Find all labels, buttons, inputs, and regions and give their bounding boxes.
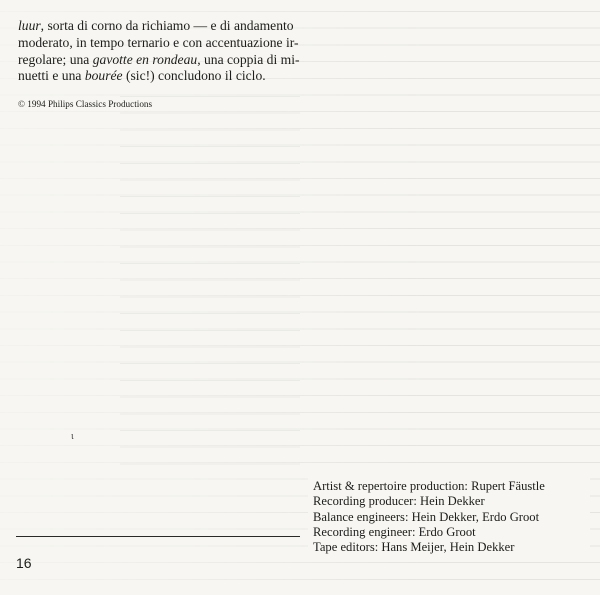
print-speck: ɩ bbox=[71, 431, 74, 442]
copyright-notice: © 1994 Philips Classics Productions bbox=[18, 99, 153, 109]
body-text bbox=[18, 18, 300, 85]
italic-term-gavotte: gavotte en rondeau bbox=[92, 51, 198, 67]
text-line-4-b: (sic!) concludono il ciclo. bbox=[122, 68, 266, 84]
text-line-2: moderato, in tempo ternario e con accentuazione ir- bbox=[18, 34, 299, 50]
credit-line-recording-producer: Recording producer: Hein Dekker bbox=[313, 494, 485, 509]
italic-term-bouree: bourée bbox=[84, 68, 123, 84]
page-number: 16 bbox=[16, 555, 32, 571]
credit-line-recording-engineer: Recording engineer: Erdo Groot bbox=[313, 524, 476, 539]
reverse-page-bleed-texture-left bbox=[120, 85, 300, 465]
bottom-rule-divider bbox=[16, 536, 300, 537]
text-line-1-rest: , sorta di corno da richiamo — e di andamento bbox=[40, 18, 294, 33]
production-credits bbox=[313, 479, 545, 555]
text-line-1 bbox=[18, 18, 300, 35]
credit-line-balance-engineers: Balance engineers: Hein Dekker, Erdo Groot bbox=[313, 509, 540, 524]
text-line-3-b: , una coppia di mi- bbox=[197, 51, 300, 67]
text-line-4 bbox=[18, 68, 300, 85]
italic-term-luur: luur bbox=[18, 18, 41, 33]
text-line-3-a: regolare; una bbox=[18, 51, 93, 67]
text-line-4-a: nuetti e una bbox=[18, 68, 85, 84]
credit-line-tape-editors: Tape editors: Hans Meijer, Hein Dekker bbox=[313, 540, 515, 555]
credit-line-artist-repertoire: Artist & repertoire production: Rupert Fäustle bbox=[313, 479, 545, 493]
text-line-3 bbox=[18, 52, 300, 69]
